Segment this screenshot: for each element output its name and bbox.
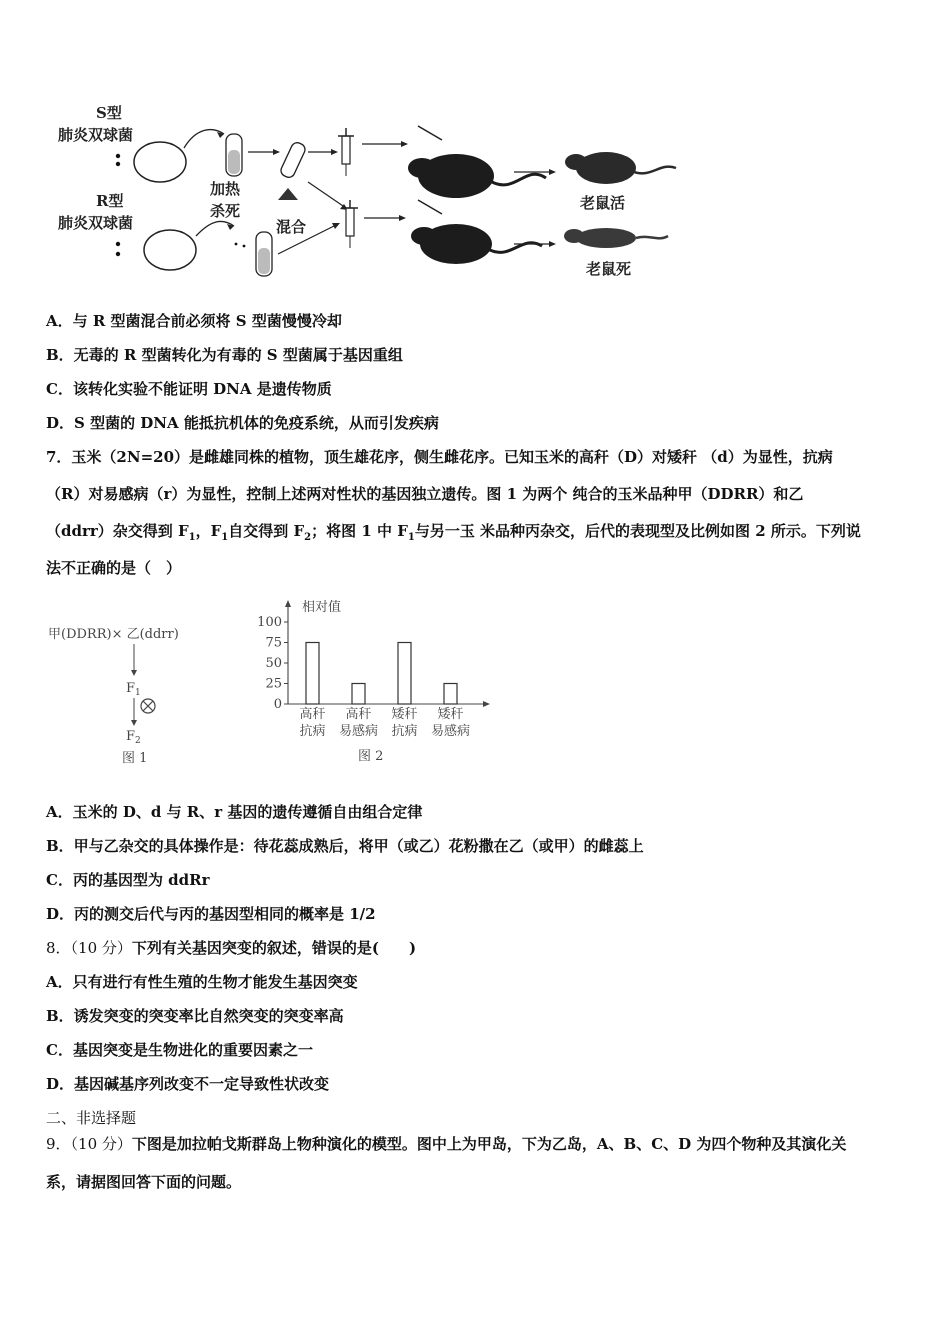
figure-2-caption: 图 2 (358, 749, 384, 764)
q6-option-a: A．与 R 型菌混合前必须将 S 型菌慢慢冷却 (46, 312, 342, 330)
heat-label: 加热 (210, 180, 241, 198)
arrow-line (308, 182, 346, 208)
arrow-head (401, 141, 408, 147)
q7-stem-line-4: 法不正确的是（ ） (46, 559, 182, 577)
f2-label: $F_2$ (126, 729, 141, 746)
q7-stem-line-3 (46, 521, 861, 548)
test-tube-liquid (258, 248, 270, 274)
q6-option-b: B．无毒的 R 型菌转化为有毒的 S 型菌属于基因重组 (46, 346, 403, 364)
mouse-icon (411, 200, 542, 264)
subscript: 2 (304, 532, 312, 543)
f1-label: $F_1$ (126, 681, 141, 698)
mouse-icon (408, 126, 546, 198)
q6-option-d: D．S 型菌的 DNA 能抵抗机体的免疫系统，从而引发疾病 (46, 414, 439, 432)
mouse-dead-label: 老鼠死 (586, 260, 632, 278)
q9-stem-line-2: 系，请据图回答下面的问题。 (46, 1173, 242, 1191)
q7-option-d: D．丙的测交后代与丙的基因型相同的概率是 1/2 (46, 905, 376, 923)
y-axis-label: 相对值 (302, 600, 342, 615)
q7-option-c: C．丙的基因型为 ddRr (46, 871, 210, 889)
q7-option-a: A．玉米的 D、d 与 R、r 基因的遗传遵循自由组合定律 (46, 803, 423, 821)
y-tick-label: 50 (265, 656, 282, 671)
text-run: （ddrr）杂交得到 F (46, 522, 189, 540)
y-tick-label: 100 (257, 615, 282, 630)
s-culture-dish (134, 142, 186, 182)
r-type-label: R型 (96, 192, 124, 210)
arrow-head (131, 670, 137, 676)
question-text: 下列有关基因突变的叙述，错误的是( ) (131, 939, 417, 957)
q8-option-d: D．基因碱基序列改变不一定导致性状改变 (46, 1075, 330, 1093)
text-run: ，F (195, 522, 222, 540)
arrow-head (273, 149, 280, 155)
test-tube (279, 141, 307, 180)
x-category-label: 高秆 (345, 707, 372, 722)
arrow-head (549, 241, 556, 247)
syringe-icon (338, 128, 354, 176)
q9-stem-line-1 (46, 1134, 846, 1154)
q8-option-c: C．基因突变是生物进化的重要因素之一 (46, 1041, 313, 1059)
y-axis-arrow (285, 600, 291, 607)
arrow-head (331, 149, 338, 155)
dot (243, 245, 246, 248)
s-type-name: 肺炎双球菌 (58, 126, 134, 144)
y-tick-label: 75 (265, 635, 282, 651)
q8-option-a: A．只有进行有性生殖的生物才能发生基因突变 (46, 973, 358, 991)
dead-mouse-icon (564, 228, 668, 248)
kill-label: 杀死 (210, 202, 241, 220)
r-bacteria-dot (116, 242, 120, 246)
r-bacteria-dot (116, 252, 120, 256)
dot (235, 243, 238, 246)
q7-stem-line-2: （R）对易感病（r）为显性，控制上述两对性状的基因独立遗传。图 1 为两个 纯合的玉米品种甲（DDRR）和乙 (46, 485, 804, 503)
r-culture-dish (144, 230, 196, 270)
arrow-head (399, 215, 406, 221)
s-type-label: S型 (96, 104, 122, 122)
arrow-head (131, 720, 137, 726)
x-category-label: 易感病 (430, 724, 471, 739)
griffith-experiment-figure (46, 104, 746, 294)
q7-option-b: B．甲与乙杂交的具体操作是：待花蕊成熟后，将甲（或乙）花粉撒在乙（或甲）的雌蕊上 (46, 837, 644, 855)
cross-label: 甲(DDRR)× 乙(ddrr) (48, 627, 179, 642)
q8-stem (46, 938, 416, 958)
y-tick-label: 25 (265, 676, 282, 692)
bar (352, 684, 365, 705)
bar-chart-figure-2 (254, 594, 514, 764)
q8-option-b: B．诱发突变的突变率比自然突变的突变率高 (46, 1007, 344, 1025)
x-category-label: 抗病 (299, 724, 326, 739)
q6-option-c: C．该转化实验不能证明 DNA 是遗传物质 (46, 380, 332, 398)
text-run: 与另一玉 米品种丙杂交，后代的表现型及比例如图 2 所示。下列说 (414, 522, 861, 540)
s-bacteria-dot (116, 162, 120, 166)
x-category-label: 矮秆 (437, 707, 464, 722)
bar (398, 643, 411, 705)
question-text: 下图是加拉帕戈斯群岛上物种演化的模型。图中上为甲岛，下为乙岛，A、B、C、D 为四个物种及其演化关 (131, 1135, 847, 1153)
cross-diagram-figure-1 (46, 620, 226, 770)
q7-stem-line-1: 7．玉米（2N=20）是雌雄同株的植物，顶生雄花序，侧生雌花序。已知玉米的高秆（D）对矮秆 （d）为显性，抗病 (46, 448, 833, 466)
x-category-label: 高秆 (299, 707, 326, 722)
sediment (278, 188, 298, 200)
arrow-head (549, 169, 556, 175)
subscript: 1 (221, 532, 229, 543)
bar (306, 643, 319, 705)
mouse-icon (565, 152, 676, 184)
y-tick-label: 0 (273, 697, 282, 712)
x-category-label: 抗病 (391, 724, 418, 739)
section-heading: 二、非选择题 (46, 1109, 137, 1127)
mouse-alive-label: 老鼠活 (580, 194, 626, 212)
s-bacteria-dot (116, 154, 120, 158)
figure-1-caption: 图 1 (122, 751, 148, 766)
subscript: 1 (407, 532, 415, 543)
text-run: 自交得到 F (228, 522, 305, 540)
bar (444, 684, 457, 705)
subscript: 1 (188, 532, 196, 543)
x-category-label: 矮秆 (391, 707, 418, 722)
r-type-name: 肺炎双球菌 (58, 214, 134, 232)
test-tube-liquid (228, 150, 240, 174)
x-axis-arrow (483, 701, 490, 707)
text-run: ；将图 1 中 F (311, 522, 408, 540)
question-score: 9．（10 分） (46, 1135, 132, 1153)
question-score: 8．（10 分） (46, 939, 132, 957)
mix-label: 混合 (276, 218, 307, 236)
x-category-label: 易感病 (338, 724, 379, 739)
selfing-symbol-icon (141, 699, 155, 713)
arrow-line (196, 221, 234, 236)
